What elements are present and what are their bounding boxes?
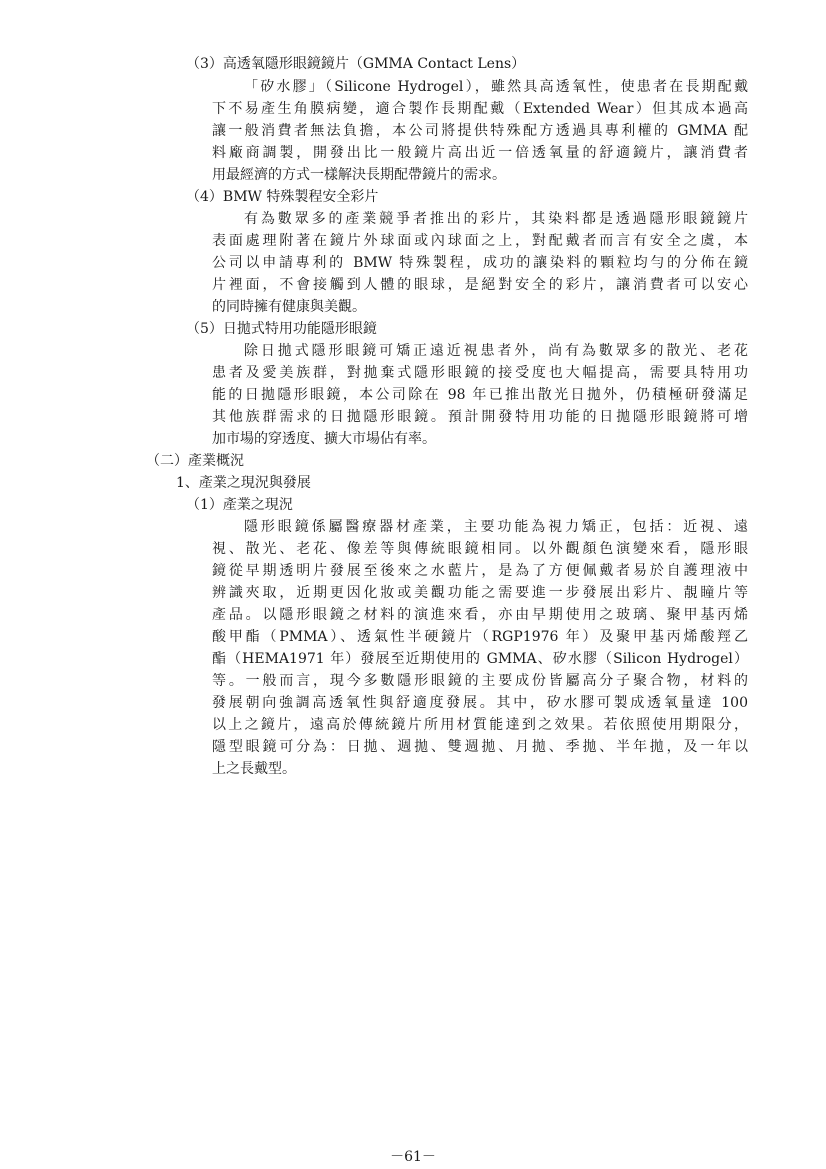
paragraph-line: 鏡從早期透明片發展至後來之水藍片，是為了方便佩戴者易於自護理液中: [212, 563, 748, 579]
paragraph-line: 其他族群需求的日拋隱形眼鏡。預計開發特用功能的日拋隱形眼鏡將可增: [212, 409, 748, 425]
paragraph-line: 下不易產生角膜病變，適合製作長期配戴（Extended Wear）但其成本過高: [212, 101, 748, 117]
paragraph-line: 視、散光、老花、像差等與傳統眼鏡相同。以外觀顏色演變來看，隱形眼: [212, 541, 748, 557]
paragraph-line: 等。一般而言，現今多數隱形眼鏡的主要成份皆屬高分子聚合物，材料的: [212, 673, 748, 689]
paragraph-line: 表面處理附著在鏡片外球面或內球面之上，對配戴者而言有安全之虞，本: [212, 233, 748, 249]
paragraph-line: 上之長戴型。: [212, 761, 296, 777]
section-4-heading: （4）BMW 特殊製程安全彩片: [186, 189, 379, 205]
paragraph-line: 以上之鏡片，遠高於傳統鏡片所用材質能達到之效果。若依照使用期限分，: [212, 717, 748, 733]
industry-heading: （二）產業概況: [146, 453, 244, 469]
paragraph-line: 除日拋式隱形眼鏡可矯正遠近視患者外，尚有為數眾多的散光、老花: [244, 343, 748, 359]
industry-subheading: 1、產業之現況與發展: [176, 475, 311, 491]
paragraph-line: 「矽水膠」（Silicone Hydrogel），雖然具高透氧性，使患者在長期配戴: [244, 79, 748, 95]
paragraph-line: 公司以申請專利的 BMW 特殊製程，成功的讓染料的顆粒均勻的分佈在鏡: [212, 255, 748, 271]
paragraph-line: 隱型眼鏡可分為：日拋、週拋、雙週拋、月拋、季拋、半年拋，及一年以: [212, 739, 748, 755]
paragraph-line: 酸甲酯（PMMA）、透氣性半硬鏡片（RGP1976 年）及聚甲基丙烯酸羥乙: [212, 629, 748, 645]
paragraph-line: 片裡面，不會接觸到人體的眼球，是絕對安全的彩片，讓消費者可以安心: [212, 277, 748, 293]
paragraph-line: 料廠商調製，開發出比一般鏡片高出近一倍透氧量的舒適鏡片，讓消費者: [212, 145, 748, 161]
paragraph-line: 產品。以隱形眼鏡之材料的演進來看，亦由早期使用之玻璃、聚甲基丙烯: [212, 607, 748, 623]
paragraph-line: 有為數眾多的產業競爭者推出的彩片，其染料都是透過隱形眼鏡鏡片: [244, 211, 748, 227]
paragraph-line: 患者及愛美族群，對拋棄式隱形眼鏡的接受度也大幅提高，需要具特用功: [212, 365, 748, 381]
paragraph-line: 能的日拋隱形眼鏡，本公司除在 98 年已推出散光日拋外，仍積極研發滿足: [212, 387, 748, 403]
paragraph-line: 酯（HEMA1971 年）發展至近期使用的 GMMA、矽水膠（Silicon Hydrogel）: [212, 651, 748, 667]
paragraph-line: 隱形眼鏡係屬醫療器材產業，主要功能為視力矯正，包括：近視、遠: [244, 519, 748, 535]
industry-subsubheading: （1）產業之現況: [186, 497, 293, 513]
page-number: －61－: [390, 1149, 436, 1165]
paragraph-line: 辨識夾取，近期更因化妝或美觀功能之需要進一步發展出彩片、靚瞳片等: [212, 585, 748, 601]
paragraph-line: 發展朝向強調高透氧性與舒適度發展。其中，矽水膠可製成透氧量達 100: [212, 695, 748, 711]
section-5-heading: （5）日拋式特用功能隱形眼鏡: [186, 321, 377, 337]
section-3-heading: （3）高透氧隱形眼鏡鏡片（GMMA Contact Lens）: [186, 56, 526, 72]
paragraph-line: 加市場的穿透度、擴大市場佔有率。: [212, 431, 436, 447]
paragraph-line: 讓一般消費者無法負擔，本公司將提供特殊配方透過具專利權的 GMMA 配: [212, 123, 748, 139]
paragraph-line: 用最經濟的方式一樣解決長期配帶鏡片的需求。: [212, 167, 506, 183]
paragraph-line: 的同時擁有健康與美觀。: [212, 299, 366, 315]
